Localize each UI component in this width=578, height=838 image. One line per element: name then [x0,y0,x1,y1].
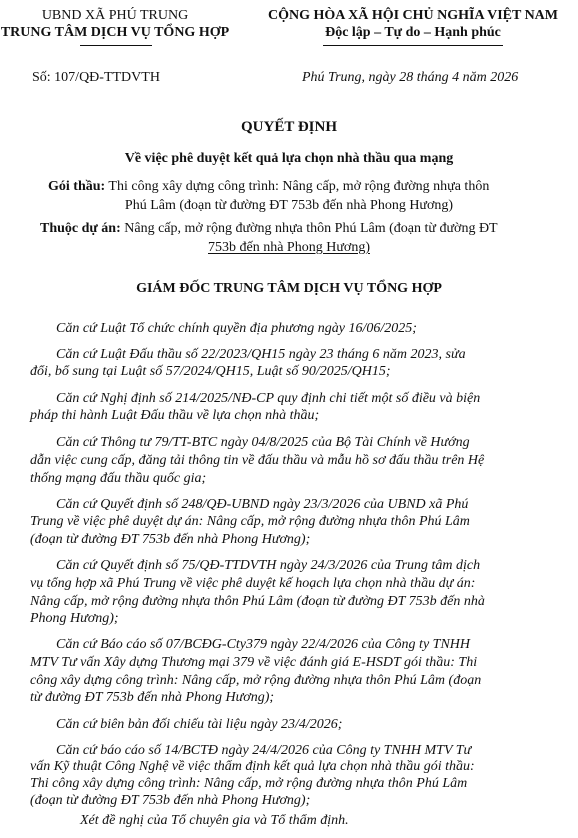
project-line1 [40,221,498,237]
basis-6-line3: Nâng cấp, mở rộng đường nhựa thôn Phú Lâm (đoạn từ đường ĐT 753b đến nhà [30,593,485,609]
basis-4-line2: dẫn việc cung cấp, đăng tải thông tin về đấu thầu và mẫu hồ sơ đấu thầu trên Hệ [30,452,485,468]
package-text-1: Thi công xây dựng công trình: Nâng cấp, mở rộng đường nhựa thôn [105,179,490,194]
basis-6-line1: Căn cứ Quyết định số 75/QĐ-TTDVTH ngày 24/3/2026 của Trung tâm dịch [56,558,481,574]
package-label: Gói thầu: [48,179,106,194]
basis-1-line1: Căn cứ Luật Tổ chức chính quyền địa phương ngày 16/06/2025; [56,320,417,336]
nation-name: CỘNG HÒA XÃ HỘI CHỦ NGHĨA VIỆT NAM [267,8,558,23]
basis-3-line1: Căn cứ Nghị định số 214/2025/NĐ-CP quy định chi tiết một số điều và biện [56,390,481,406]
basis-10-line1: Xét đề nghị của Tổ chuyên gia và Tổ thẩm định. [80,813,349,829]
motto-underline [323,45,503,46]
document-title: QUYẾT ĐỊNH [241,119,337,135]
basis-7-line4: từ đường ĐT 753b đến nhà Phong Hương); [30,690,275,706]
project-label: Thuộc dự án: [40,221,121,236]
basis-9-line1: Căn cứ báo cáo số 14/BCTĐ ngày 24/4/2026 của Công ty TNHH MTV Tư [56,742,472,758]
basis-9-line2: vấn Kỹ thuật Công Nghệ về việc thẩm định kết quả lựa chọn nhà thầu gói thầu: [30,759,475,775]
basis-5-line1: Căn cứ Quyết định số 248/QĐ-UBND ngày 23/3/2026 của UBND xã Phú [56,496,469,512]
project-text-2: 753b đến nhà Phong Hương) [208,240,370,255]
package-line1 [48,179,489,195]
place-date: Phú Trung, ngày 28 tháng 4 năm 2026 [302,70,519,85]
basis-7-line3: công xây dựng công trình: Nâng cấp, mở rộng đường nhựa thôn Phú Lâm (đoạn [30,672,482,688]
basis-9-line4: (đoạn từ đường ĐT 753b đến nhà Phong Hương); [30,792,311,808]
package-line2: Phú Lâm (đoạn từ đường ĐT 753b đến nhà Phong Hương) [124,198,454,213]
basis-5-line3: (đoạn từ đường ĐT 753b đến nhà Phong Hương); [30,532,311,548]
basis-4-line3: thống mạng đấu thầu quốc gia; [30,470,207,486]
basis-6-line2: vụ tổng hợp xã Phú Trung về việc phê duyệt kế hoạch lựa chọn nhà thầu dự án: [30,575,476,591]
basis-6-line4: Phong Hương); [30,611,119,627]
document-subject: Về việc phê duyệt kết quả lựa chọn nhà thầu qua mạng [124,151,454,166]
basis-7-line2: MTV Tư vấn Xây dựng Thương mại 379 về việc đánh giá E-HSDT gói thầu: Thi [30,655,478,671]
basis-2-line1: Căn cứ Luật Đấu thầu số 22/2023/QH15 ngày 23 tháng 6 năm 2023, sửa [56,346,466,362]
org-name-line1: UBND XÃ PHÚ TRUNG [41,8,189,23]
basis-4-line1: Căn cứ Thông tư 79/TT-BTC ngày 04/8/2025 của Bộ Tài Chính về Hướng [56,435,470,451]
basis-3-line2: pháp thi hành Luật Đấu thầu về lựa chọn nhà thầu; [30,408,320,424]
project-text-1: Nâng cấp, mở rộng đường nhựa thôn Phú Lâm (đoạn từ đường ĐT [120,221,498,236]
nation-motto: Độc lập – Tự do – Hạnh phúc [325,25,501,40]
org-underline [80,45,152,46]
basis-7-line1: Căn cứ Báo cáo số 07/BCĐG-Cty379 ngày 22/4/2026 của Công ty TNHH [56,637,470,653]
document-number: Số: 107/QĐ-TTDVTH [32,70,160,85]
authority-heading: GIÁM ĐỐC TRUNG TÂM DỊCH VỤ TỔNG HỢP [136,281,442,296]
basis-5-line2: Trung về việc phê duyệt dự án: Nâng cấp, mở rộng đường nhựa thôn Phú Lâm [30,514,470,530]
basis-2-line2: đổi, bổ sung tại Luật số 57/2024/QH15, Luật số 90/2025/QH15; [30,364,391,380]
basis-9-line3: Thi công xây dựng công trình: Nâng cấp, mở rộng đường nhựa thôn Phú Lâm [30,776,468,792]
org-name-line2: TRUNG TÂM DỊCH VỤ TỔNG HỢP [0,25,230,40]
project-line2 [0,240,578,256]
basis-8-line1: Căn cứ biên bản đối chiếu tài liệu ngày 23/4/2026; [56,716,343,732]
